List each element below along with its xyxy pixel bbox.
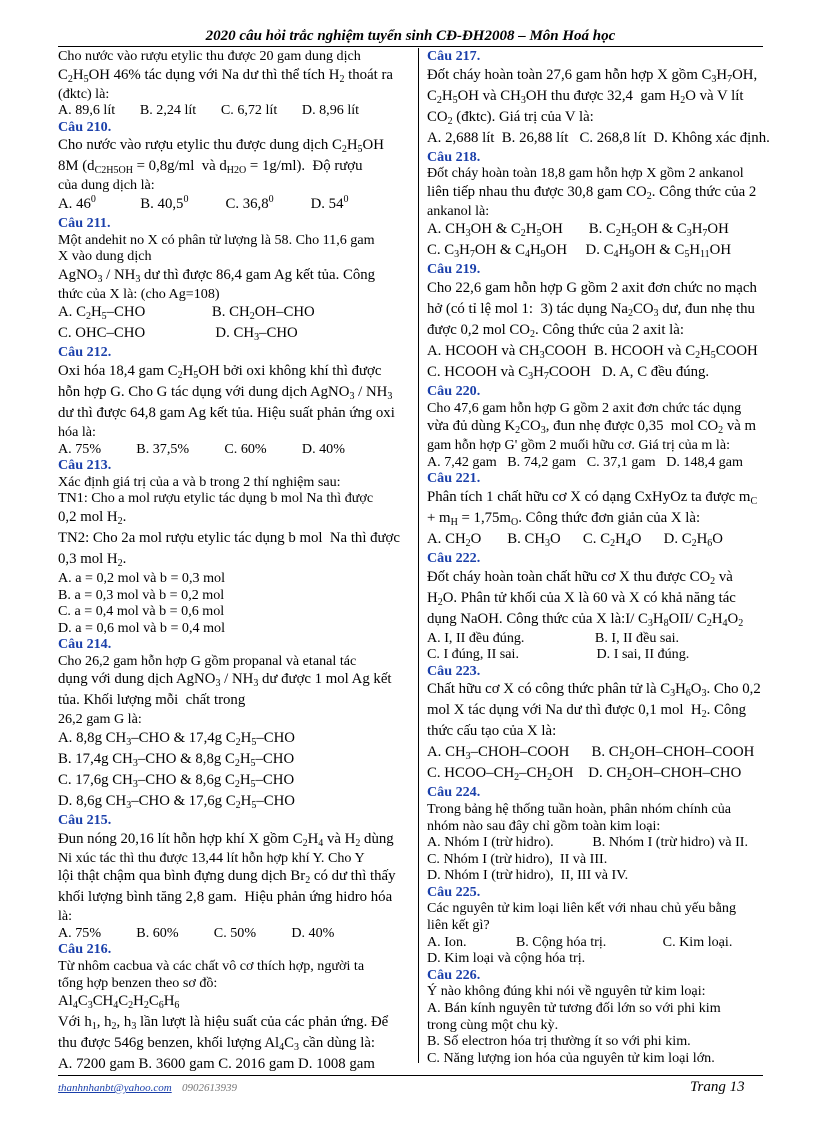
text-line: A. 7200 gam B. 3600 gam C. 2016 gam D. 1008 gam	[58, 1056, 375, 1073]
text-line: TN1: Cho a mol rượu etylic tác dụng b mol Na thì được	[58, 490, 374, 507]
text-line: A. 75% B. 60% C. 50% D. 40%	[58, 924, 335, 941]
text-line: A. $CH_3-CHOH$–COOH B. $CH_2OH-CHOH$–COOH	[427, 744, 755, 763]
text-line: A. HCOOH và $CH_3COOH$ B. HCOOH và $C_2H_5COOH$	[427, 342, 758, 361]
text-line: Đốt cháy hoàn toàn 27,6 gam hỗn hợp X gồm $C_3H_7OH$,	[427, 66, 758, 85]
question-number: Câu 220.	[427, 382, 481, 399]
question-number: Câu 219.	[427, 261, 481, 278]
text-line: C. OHC–CHO D. $CH_3$–CHO	[58, 325, 298, 344]
question-number: Câu 215.	[58, 812, 112, 829]
column-divider	[418, 48, 419, 1063]
text-line: là:	[58, 908, 73, 925]
question-number: Câu 214.	[58, 636, 112, 653]
text-line: dư thì được 64,8 gam Ag kết tủa. Hiệu suất phản ứng oxi	[58, 404, 395, 421]
question-number: Câu 212.	[58, 344, 112, 361]
text-line: vừa đủ dùng $K_2CO_3$, đun nhẹ được 0,35 mol $CO_2$ và m	[427, 418, 757, 437]
text-line: Một andehit no X có phân tử lượng là 58. Cho 11,6 gam	[58, 231, 375, 248]
text-line: AgNO$_3$ / $NH_3$ dư thì được 86,4 gam Ag kết tủa. Công	[58, 266, 376, 285]
text-line: Phân tích 1 chất hữu cơ X có dạng CxHyOz ta được $m_C$	[427, 488, 758, 507]
text-line: Ni xúc tác thì thu được 13,44 lít hỗn hợp khí Y. Cho Y	[58, 849, 365, 866]
text-line: Với $h_1$, $h_2$, $h_3$ lần lượt là hiệu suất của các phản ứng. Để	[58, 1014, 389, 1033]
text-line: B. Số electron hóa trị thường ít so với phi kim.	[427, 1033, 691, 1050]
text-line: hóa là:	[58, 423, 96, 440]
text-line: thu được 546g benzen, khối lượng $Al_4C_3$ cần dùng là:	[58, 1035, 376, 1054]
text-line: gam hỗn hợp G' gồm 2 muối hữu cơ. Giá trị của m là:	[427, 437, 730, 454]
text-line: $Al_4C_3CH_4C_2H_2C_6H_6$	[58, 993, 180, 1012]
text-line: C. I đúng, II sai. D. I sai, II đúng.	[427, 646, 690, 663]
page-number: Trang 13	[690, 1079, 745, 1095]
text-line: được 0,2 mol $CO_2$. Công thức của 2 axit là:	[427, 321, 684, 340]
text-line: thức cấu tạo của X là:	[427, 723, 557, 740]
question-number: Câu 218.	[427, 148, 481, 165]
page-header: 2020 câu hỏi trắc nghiệm tuyển sinh CĐ-ĐH2008 – Môn Hoá học	[58, 28, 763, 47]
text-line: 0,2 mol $H_2$.	[58, 508, 127, 527]
text-line: tổng hợp benzen theo sơ đồ:	[58, 974, 218, 991]
text-line: A. Nhóm I (trừ hidro). B. Nhóm I (trừ hidro) và II.	[427, 834, 748, 851]
text-line: D. a = 0,6 mol và b = 0,4 mol	[58, 619, 225, 636]
text-line: A. $CH_2O$ B. $CH_3O$ C. $C_2H_4O$ D. $C_2H_6O$	[427, 530, 723, 549]
text-line: D. Nhóm I (trừ hidro), II, III và IV.	[427, 867, 629, 884]
question-number: Câu 217.	[427, 48, 481, 64]
text-line: Đốt cháy hoàn toàn 18,8 gam hỗn hợp X gồm 2 ankanol	[427, 165, 744, 182]
text-line: thức của X là: (cho Ag=108)	[58, 285, 220, 302]
text-line: A. 8,8g $CH_3$–CHO & 17,4g $C_2H_5$–CHO	[58, 730, 295, 749]
text-line: lội thật chậm qua bình đựng dung dịch $Br_2$ có dư thì thấy	[58, 868, 396, 887]
text-line: TN2: Cho 2a mol rượu etylic tác dụng b mol Na thì được	[58, 529, 400, 546]
question-number: Câu 226.	[427, 966, 481, 983]
text-line: $CO_2$ (đktc). Giá trị của V là:	[427, 108, 594, 127]
text-line: A. Ion. B. Cộng hóa trị. C. Kim loại.	[427, 933, 733, 950]
text-line: C. a = 0,4 mol và b = 0,6 mol	[58, 603, 225, 620]
text-line: hỗn hợp G. Cho G tác dụng với dung dịch AgNO$_3$ / $NH_3$	[58, 383, 393, 402]
text-line: B. a = 0,3 mol và b = 0,2 mol	[58, 586, 225, 603]
text-line: A. I, II đều đúng. B. I, II đều sai.	[427, 629, 680, 646]
text-line: Cho 47,6 gam hỗn hợp G gồm 2 axit đơn chức tác dụng	[427, 399, 742, 416]
text-line: 26,2 gam G là:	[58, 711, 142, 728]
text-line: khối lượng bình tăng 2,8 gam. Hiệu phản ứng hidro hóa	[58, 889, 393, 906]
text-line: A. $CH_3OH$ & $C_2H_5OH$ B. $C_2H_5OH$ & $C_3H_7OH$	[427, 221, 729, 240]
text-line: ankanol là:	[427, 202, 490, 219]
text-line: Cho 22,6 gam hỗn hợp G gồm 2 axit đơn chức no mạch	[427, 279, 757, 296]
text-line: $C_2H_5OH$ và $CH_3OH$ thu được 32,4 gam $H_2O$ và V lít	[427, 87, 744, 106]
question-number: Câu 224.	[427, 784, 481, 801]
text-line: 8M ($d_{C2H5OH} = 0,8g/ml$ và $d_{H2O} = 1g/ml$). Độ rượu	[58, 158, 363, 177]
text-line: A. 75% B. 37,5% C. 60% D. 40%	[58, 440, 345, 457]
text-line: D. 8,6g $CH_3$–CHO & 17,6g $C_2H_5$–CHO	[58, 793, 295, 812]
question-number: Câu 221.	[427, 470, 481, 487]
right-column	[427, 48, 769, 1066]
text-line: A. a = 0,2 mol và b = 0,3 mol	[58, 569, 225, 586]
text-line: C. Nhóm I (trừ hidro), II và III.	[427, 850, 608, 867]
text-line: Cho nước vào rượu etylic thu được dung dịch $C_2H_5OH$	[58, 137, 384, 156]
text-line: $H_2O$. Phân tử khối của X là 60 và X có khả năng tác	[427, 589, 736, 608]
text-line: Chất hữu cơ X có công thức phân tử là $C_3H_6O_3$. Cho 0,2	[427, 681, 761, 700]
text-line: Từ nhôm cacbua và các chất vô cơ thích hợp, người ta	[58, 958, 365, 975]
text-line: Cho nước vào rượu etylic thu được 20 gam dung dịch	[58, 48, 361, 64]
text-line: Oxi hóa 18,4 gam $C_2H_5OH$ bởi oxi không khí thì được	[58, 362, 382, 381]
text-line: X vào dung dịch	[58, 248, 152, 265]
text-line: Trong bảng hệ thống tuần hoàn, phân nhóm chính của	[427, 800, 732, 817]
text-line: Xác định giá trị của a và b trong 2 thí nghiệm sau:	[58, 473, 341, 490]
footer-email[interactable]: thanhnhanbt@yahoo.com	[58, 1082, 172, 1094]
text-line: Cho 26,2 gam hỗn hợp G gồm propanal và etanal tác	[58, 652, 357, 669]
left-column	[58, 48, 410, 1075]
text-line: C. HCOO–$CH_2-CH_2OH$ D. $CH_2OH-CHOH$–CHO	[427, 765, 742, 784]
text-line: A. $46^0$ B. 40,5$^0$ C. 36,8$^0$ D. $54^0$	[58, 194, 349, 212]
text-line: trong cùng một chu kỳ.	[427, 1016, 559, 1033]
text-line: A. Bán kính nguyên tử tương đối lớn so với phi kim	[427, 1000, 721, 1017]
text-line: C. 17,6g $CH_3$–CHO & 8,6g $C_2H_5$–CHO	[58, 772, 295, 791]
text-line: A. $C_2H_5$–CHO B. $CH_2OH$–CHO	[58, 304, 315, 323]
footer-rule	[58, 1075, 763, 1076]
text-line: B. 17,4g $CH_3$–CHO & 8,8g $C_2H_5$–CHO	[58, 751, 295, 770]
text-line: C. HCOOH và $C_3H_7COOH$ D. A, C đều đúng.	[427, 363, 710, 382]
question-number: Câu 216.	[58, 941, 112, 958]
text-line: + $m_H = 1,75m_O$. Công thức đơn giản của X là:	[427, 509, 701, 528]
text-line: (đktc) là:	[58, 85, 110, 102]
text-line: C. $C_3H_7OH$ & $C_4H_9OH$ D. $C_4H_9OH$ & $C_5H_{11}OH$	[427, 242, 732, 261]
text-line: 0,3 mol $H_2$.	[58, 550, 127, 569]
footer-phone: 0902613939	[182, 1082, 237, 1094]
question-number: Câu 211.	[58, 214, 111, 231]
text-line: A. 7,42 gam B. 74,2 gam C. 37,1 gam D. 148,4 gam	[427, 453, 743, 470]
question-number: Câu 213.	[58, 457, 112, 474]
text-line: Đun nóng 20,16 lít hỗn hợp khí X gồm $C_2H_4$ và $H_2$ dùng	[58, 830, 394, 849]
text-line: C. Năng lượng ion hóa của nguyên tử kim loại lớn.	[427, 1049, 715, 1066]
text-line: liên tiếp nhau thu được 30,8 gam $CO_2$. Công thức của 2	[427, 183, 757, 202]
text-line: A. 2,688 lít B. 26,88 lít C. 268,8 lít D. Không xác định.	[427, 129, 770, 146]
text-line: tủa. Khối lượng mỗi chất trong	[58, 692, 246, 709]
text-line: dụng NaOH. Công thức của X là:I/ $C_3H_8OII/$ $C_2H_4O_2$	[427, 610, 744, 629]
question-number: Câu 223.	[427, 662, 481, 679]
text-line: Đốt cháy hoàn toàn chất hữu cơ X thu được $CO_2$ và	[427, 568, 733, 587]
question-number: Câu 222.	[427, 549, 481, 566]
text-line: D. Kim loại và cộng hóa trị.	[427, 950, 586, 967]
question-number: Câu 210.	[58, 118, 112, 135]
text-line: $C_2H_5OH$ 46% tác dụng với Na dư thì thể tích $H_2$ thoát ra	[58, 66, 393, 85]
text-line: nhóm nào sau đây chỉ gồm toàn kim loại:	[427, 817, 661, 834]
text-line: hở (có tỉ lệ mol 1: 3) tác dụng $Na_2CO_3$ dư, đun nhẹ thu	[427, 300, 755, 319]
question-number: Câu 225.	[427, 883, 481, 900]
text-line: dụng với dung dịch AgNO$_3$ / $NH_3$ dư được 1 mol Ag kết	[58, 671, 392, 690]
text-line: liên kết gì?	[427, 917, 490, 934]
text-line: A. 89,6 lít B. 2,24 lít C. 6,72 lít D. 8,96 lít	[58, 102, 360, 119]
text-line: mol X tác dụng với Na dư thì được 0,1 mol $H_2$. Công	[427, 702, 747, 721]
text-line: Các nguyên tử kim loại liên kết với nhau chủ yếu bằng	[427, 900, 737, 917]
text-line: của dung dịch là:	[58, 177, 155, 194]
text-line: Ý nào không đúng khi nói về nguyên tử kim loại:	[427, 983, 706, 1000]
